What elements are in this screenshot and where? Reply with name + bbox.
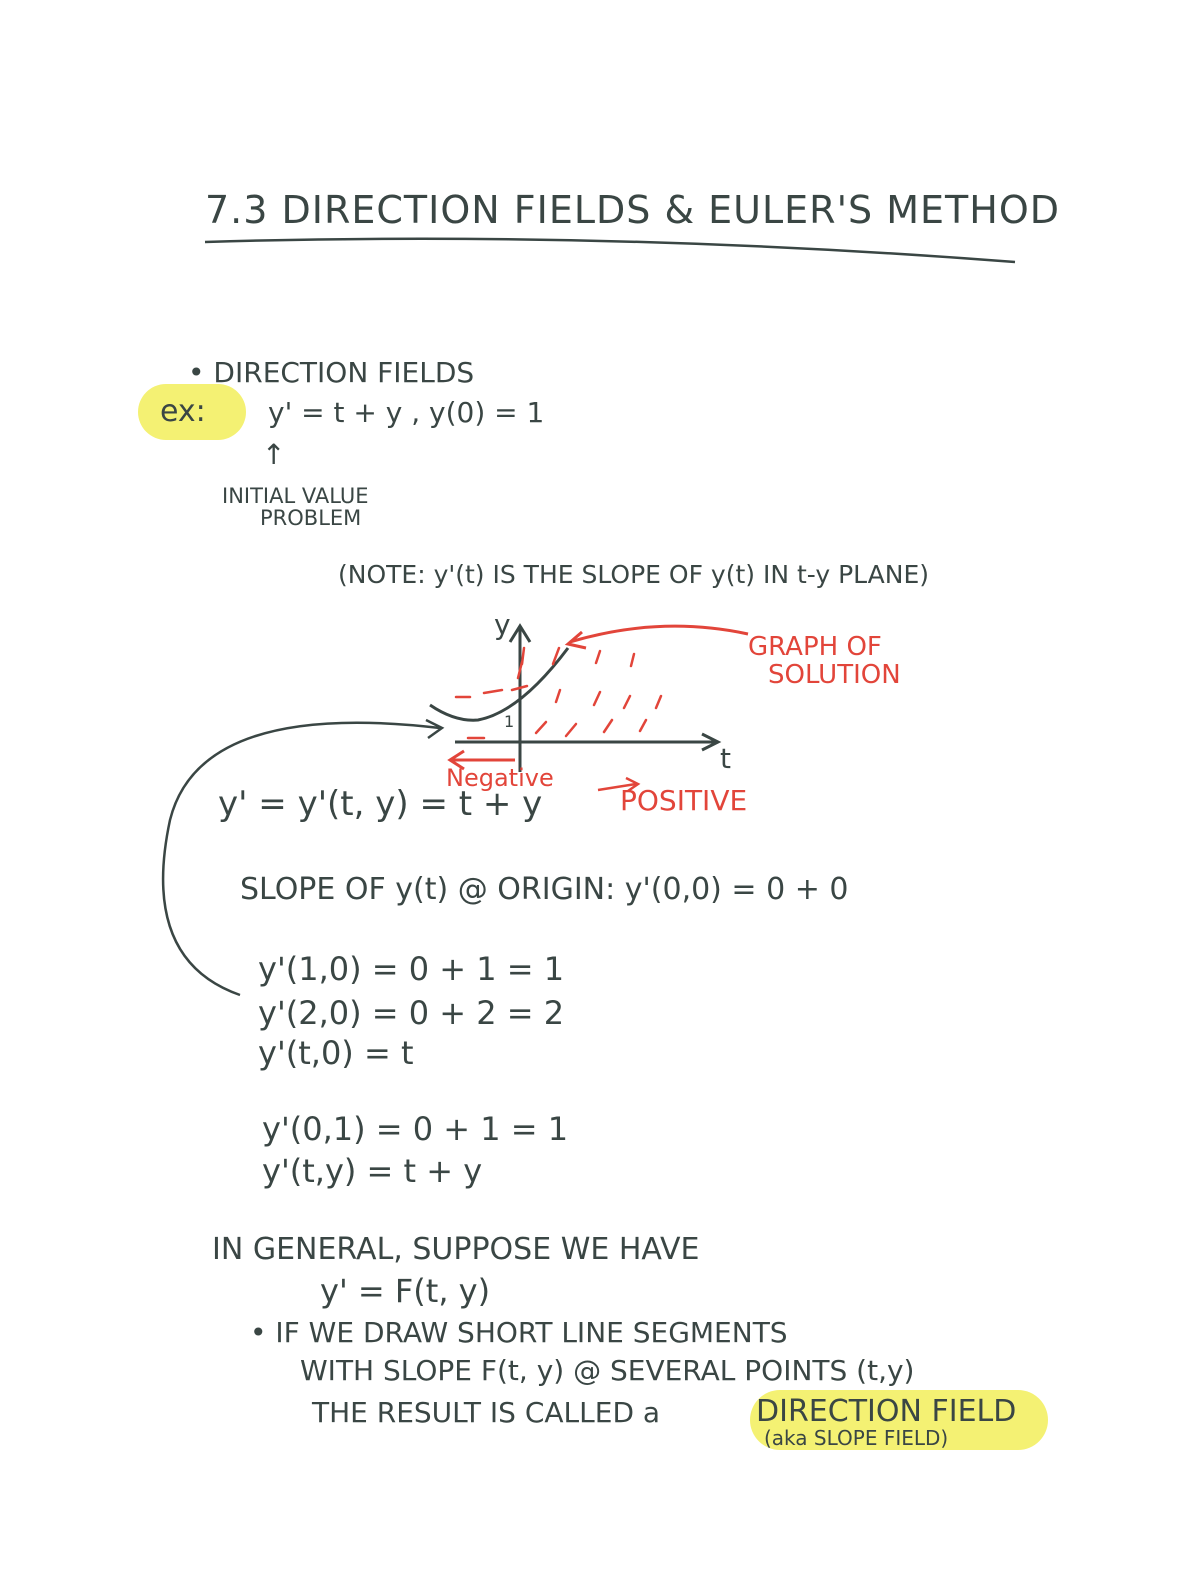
tick-one-label: 1 xyxy=(504,712,515,731)
origin-slope-line: SLOPE OF y(t) @ ORIGIN: y'(0,0) = 0 + 0 xyxy=(240,872,849,907)
negative-label: Negative xyxy=(446,764,554,792)
general-equation: y' = F(t, y) xyxy=(320,1272,491,1310)
positive-label: POSITIVE xyxy=(620,784,748,817)
page-title: 7.3 DIRECTION FIELDS & EULER'S METHOD xyxy=(205,188,1060,232)
evaluation-line: y'(1,0) = 0 + 1 = 1 xyxy=(258,950,565,988)
evaluation-line: y'(t,0) = t xyxy=(258,1034,414,1072)
evaluation-line: y'(2,0) = 0 + 2 = 2 xyxy=(258,994,565,1032)
section-heading: • DIRECTION FIELDS xyxy=(188,356,475,389)
slope-note: (NOTE: y'(t) IS THE SLOPE OF y(t) IN t-y PLANE) xyxy=(338,560,930,589)
graph-of-solution-label-1: GRAPH OF xyxy=(748,632,882,662)
ivp-label-line2: PROBLEM xyxy=(260,506,362,530)
general-intro: IN GENERAL, SUPPOSE WE HAVE xyxy=(212,1232,700,1267)
general-bullet-line1: • IF WE DRAW SHORT LINE SEGMENTS xyxy=(250,1316,788,1349)
solution-curve xyxy=(430,648,568,720)
direction-field-term: DIRECTION FIELD xyxy=(756,1394,1017,1429)
evaluation-line: y'(0,1) = 0 + 1 = 1 xyxy=(262,1110,569,1148)
evaluation-line: y'(t,y) = t + y xyxy=(262,1152,483,1190)
t-axis-label: t xyxy=(720,742,731,775)
example-label: ex: xyxy=(160,394,206,429)
ivp-label-line1: INITIAL VALUE xyxy=(222,484,369,508)
slope-field-aka: (aka SLOPE FIELD) xyxy=(764,1426,949,1450)
y-axis-label: y xyxy=(494,608,511,641)
title-underline xyxy=(205,239,1015,262)
example-equation: y' = t + y , y(0) = 1 xyxy=(268,396,545,429)
graph-of-solution-label-2: SOLUTION xyxy=(768,660,901,690)
general-bullet-line2: WITH SLOPE F(t, y) @ SEVERAL POINTS (t,y) xyxy=(300,1354,915,1387)
general-result-prefix: THE RESULT IS CALLED a xyxy=(312,1396,661,1429)
solution-pointer-arrow xyxy=(570,626,748,642)
derivative-definition: y' = y'(t, y) = t + y xyxy=(218,784,543,824)
up-arrow-icon: ↑ xyxy=(262,438,286,471)
